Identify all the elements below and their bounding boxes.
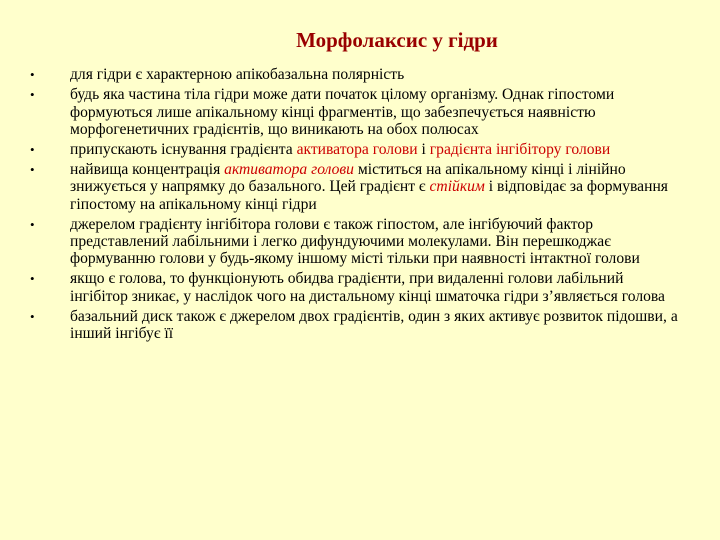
list-item <box>24 141 680 158</box>
bullet-icon: • <box>30 308 35 324</box>
highlight-term: стійким <box>429 178 485 196</box>
bullet-text: припускають існування градієнта <box>70 140 297 158</box>
highlight-term: активатора голови <box>296 140 418 158</box>
bullet-icon: • <box>30 271 35 287</box>
list-item <box>24 86 680 138</box>
highlight-term: градієнта інгібітору голови <box>429 140 611 158</box>
list-item <box>24 270 680 304</box>
highlight-term: активатора голови <box>224 161 354 179</box>
list-item <box>24 308 680 342</box>
bullet-text: найвища концентрація <box>70 161 225 179</box>
bullet-text: якщо є голова, то функціонують обидва градієнти, при видаленні голови лабільний інгібітор зникає, у наслідок чого на дистальному кінці шматочка гідри з’являється голова <box>70 270 665 305</box>
bullet-list <box>24 66 680 342</box>
page-title: Морфолаксис у гідри <box>296 28 498 52</box>
bullet-text: міститься на апікальному кінці і лінійно знижується у напрямку до базального. Цей градієнт є <box>70 161 626 196</box>
bullet-icon: • <box>30 162 35 178</box>
bullet-icon: • <box>30 87 35 103</box>
list-item <box>24 161 680 213</box>
list-item <box>24 216 680 268</box>
bullet-text: і відповідає за формування гіпостому на апікальному кінці гідри <box>70 178 668 213</box>
bullet-icon: • <box>30 67 35 83</box>
bullet-text: для гідри є характерною апікобазальна полярність <box>70 66 405 84</box>
bullet-text: джерелом градієнту інгібітора голови є також гіпостом, але інгібуючий фактор представлений лабільними і легко дифундуючими молекулами. Він перешкоджає формуванню голови у будь-якому іншому місті тільки при наявності інтактної голови <box>70 215 640 268</box>
bullet-text: базальний диск також є джерелом двох градієнтів, один з яких активує розвиток підошви, а інший інгібує її <box>70 307 678 342</box>
bullet-icon: • <box>30 141 35 157</box>
bullet-icon: • <box>30 216 35 232</box>
bullet-text: і <box>417 140 430 158</box>
bullet-text: будь яка частина тіла гідри може дати початок цілому організму. Однак гіпостоми формуються лише апікальному кінці фрагментів, що забезпечується наявністю морфогенетичних градієнтів, що виникають на обох полюсах <box>70 86 615 138</box>
list-item <box>24 66 680 83</box>
